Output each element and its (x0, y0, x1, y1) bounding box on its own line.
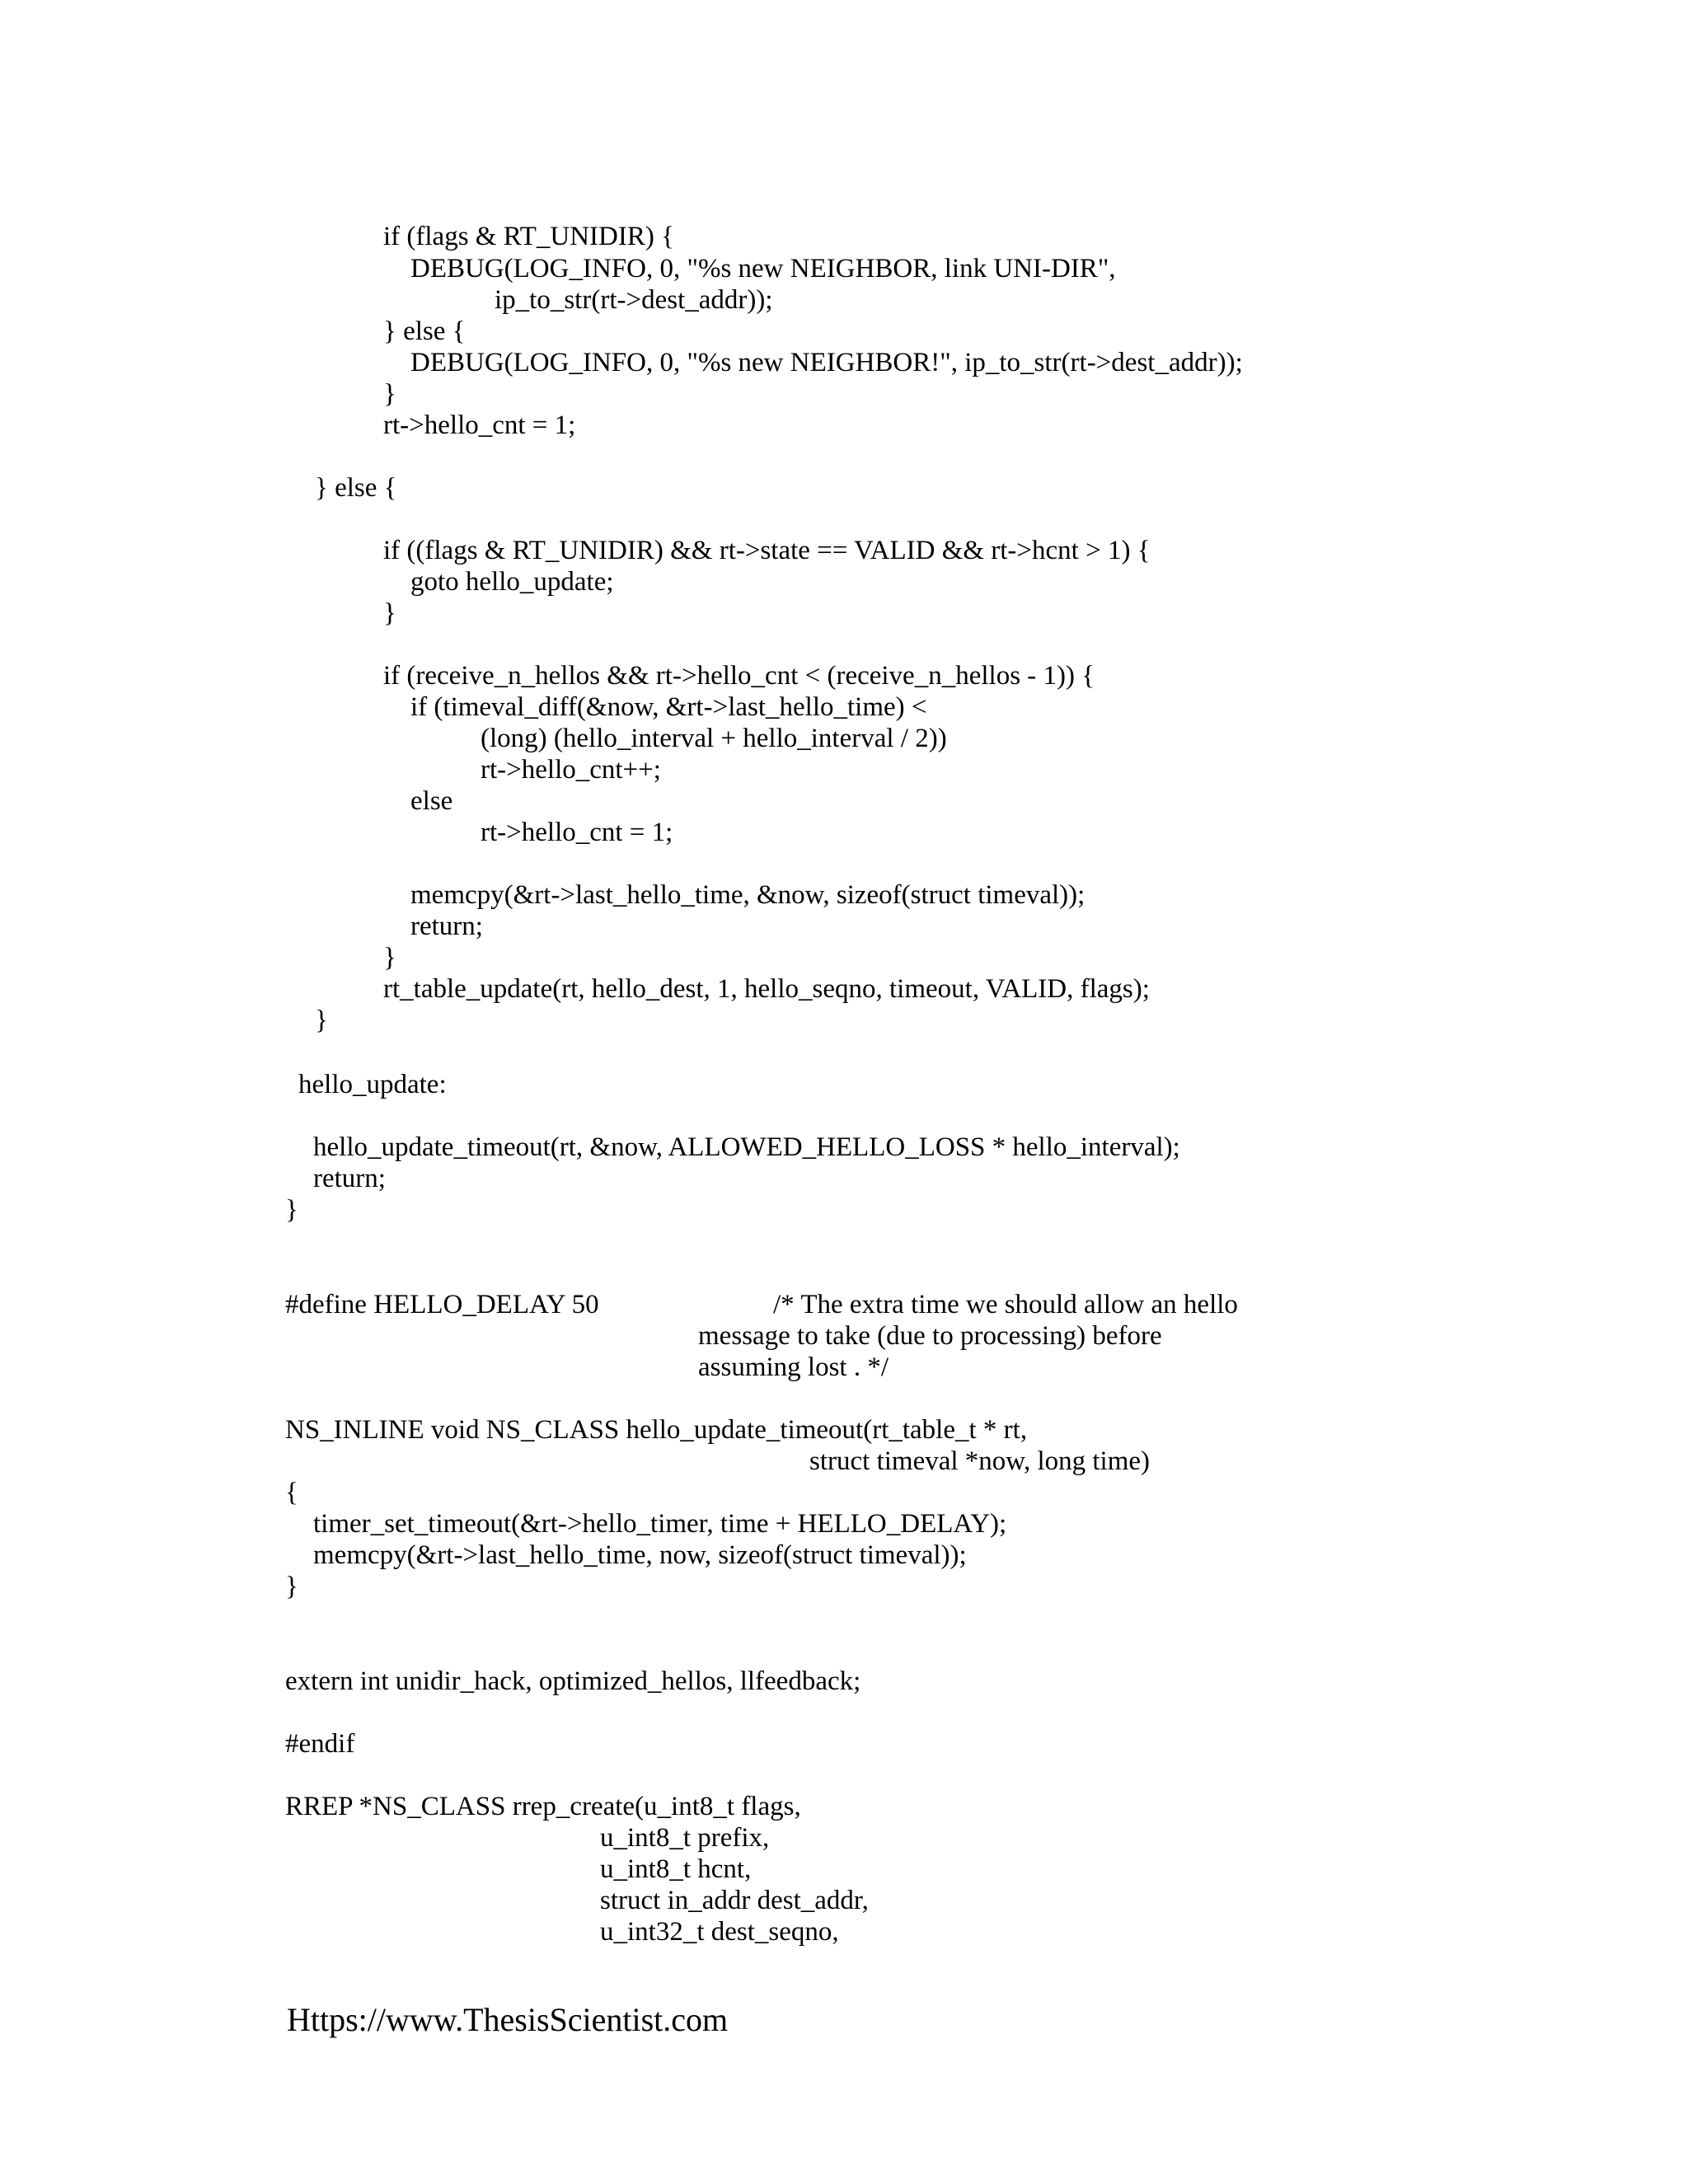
code-label: hello_update: (298, 1070, 447, 1099)
code-line: if (timeval_diff(&now, &rt->last_hello_time) < (410, 692, 927, 722)
code-line: { (285, 1478, 298, 1507)
code-line: #endif (285, 1729, 355, 1759)
code-line: DEBUG(LOG_INFO, 0, "%s new NEIGHBOR, link UNI-DIR", (410, 254, 1116, 284)
code-line: memcpy(&rt->last_hello_time, now, sizeof(struct timeval)); (313, 1540, 967, 1570)
code-line: RREP *NS_CLASS rrep_create(u_int8_t flags, (285, 1792, 801, 1821)
code-line: } (315, 1005, 328, 1035)
code-line: rt->hello_cnt = 1; (481, 818, 673, 847)
code-line: struct timeval *now, long time) (809, 1446, 1151, 1476)
code-line: rt_table_update(rt, hello_dest, 1, hello_seqno, timeout, VALID, flags); (383, 974, 1150, 1004)
code-line: } else { (315, 473, 397, 503)
code-line: else (410, 786, 453, 816)
code-line: } (383, 598, 396, 628)
code-line: extern int unidir_hack, optimized_hellos, llfeedback; (285, 1666, 861, 1696)
code-comment: /* The extra time we should allow an hello (773, 1290, 1238, 1319)
code-line: rt->hello_cnt++; (481, 755, 661, 785)
code-comment: assuming lost . */ (698, 1352, 889, 1382)
code-line: if ((flags & RT_UNIDIR) && rt->state == VALID && rt->hcnt > 1) { (383, 536, 1151, 565)
code-line: (long) (hello_interval + hello_interval / 2)) (481, 724, 947, 753)
code-line: goto hello_update; (410, 567, 614, 597)
code-line: if (flags & RT_UNIDIR) { (383, 222, 674, 251)
code-line: rt->hello_cnt = 1; (383, 410, 576, 440)
code-line: } (383, 943, 396, 972)
code-line: return; (313, 1164, 386, 1193)
code-line: DEBUG(LOG_INFO, 0, "%s new NEIGHBOR!", ip_to_str(rt->dest_addr)); (410, 348, 1243, 377)
code-line: NS_INLINE void NS_CLASS hello_update_timeout(rt_table_t * rt, (285, 1415, 1028, 1445)
code-line: u_int32_t dest_seqno, (600, 1917, 839, 1947)
code-line: } (285, 1572, 298, 1601)
code-line: } (285, 1195, 298, 1225)
footer-url: Https://www.ThesisScientist.com (287, 2001, 729, 2038)
code-line: u_int8_t prefix, (600, 1823, 770, 1853)
code-line: memcpy(&rt->last_hello_time, &now, sizeof(struct timeval)); (410, 880, 1085, 910)
code-line: if (receive_n_hellos && rt->hello_cnt < (receive_n_hellos - 1)) { (383, 661, 1095, 691)
code-line: return; (410, 912, 483, 941)
code-line: timer_set_timeout(&rt->hello_timer, time + HELLO_DELAY); (313, 1509, 1007, 1539)
code-line: struct in_addr dest_addr, (600, 1886, 869, 1915)
code-line: } else { (383, 316, 466, 346)
code-line: u_int8_t hcnt, (600, 1854, 752, 1884)
code-comment: message to take (due to processing) before (698, 1321, 1162, 1351)
code-line: hello_update_timeout(rt, &now, ALLOWED_HELLO_LOSS * hello_interval); (313, 1132, 1180, 1162)
code-line: ip_to_str(rt->dest_addr)); (495, 285, 773, 315)
code-line: } (383, 379, 396, 409)
code-line: #define HELLO_DELAY 50 (285, 1290, 599, 1319)
